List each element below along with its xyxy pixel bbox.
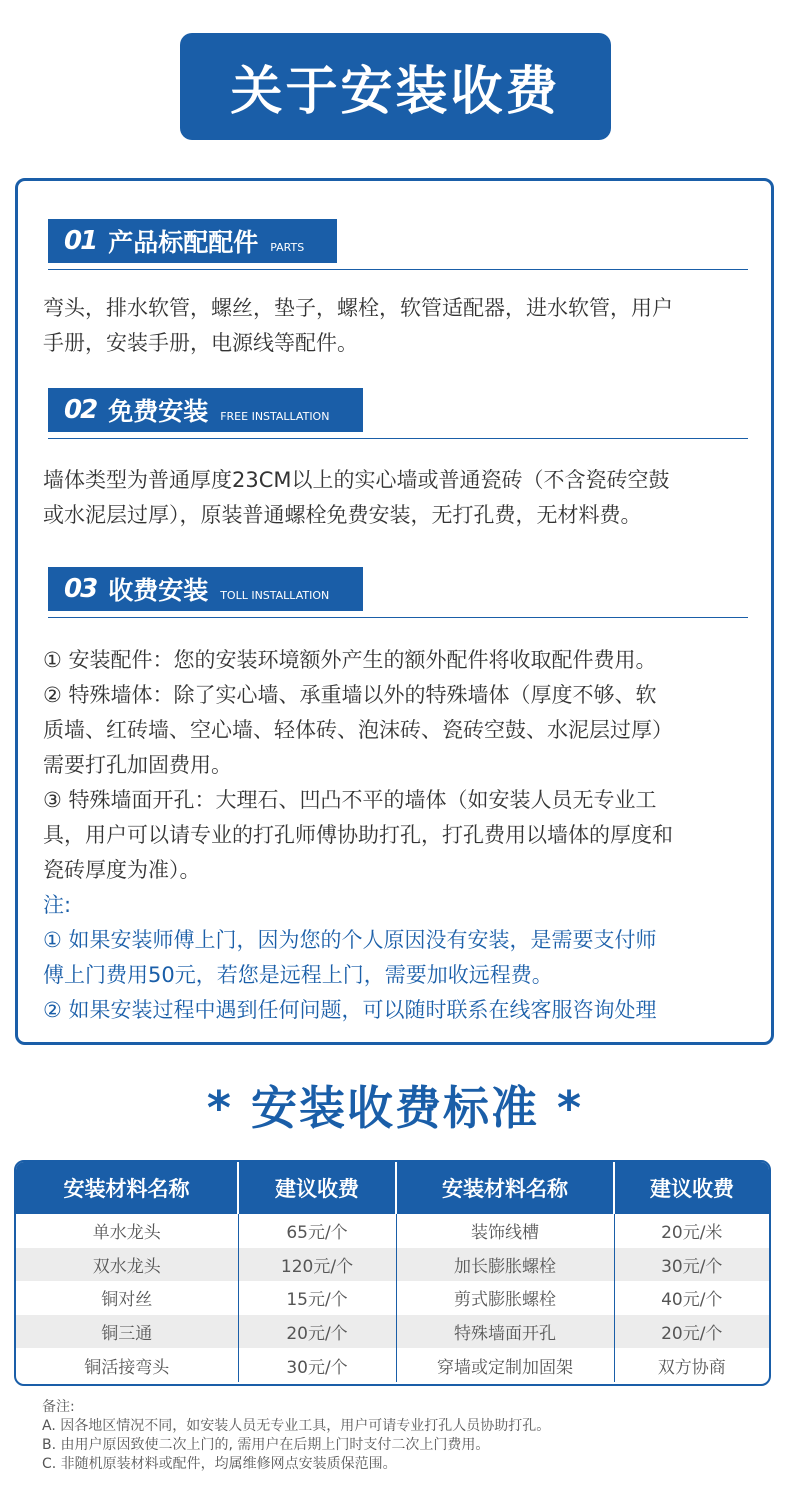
table-cell: 65元/个 (238, 1214, 396, 1248)
note-line: 注: (43, 893, 72, 917)
section-body-parts (43, 291, 755, 361)
section-title: 收费安装 (108, 576, 209, 605)
table-cell: 30元/个 (238, 1348, 396, 1382)
table-cell: 单水龙头 (16, 1214, 238, 1248)
note-line: ② 如果安装过程中遇到任何问题，可以随时联系在线客服咨询处理 (43, 998, 657, 1022)
table-cell: 20元/个 (238, 1315, 396, 1349)
table-row (16, 1348, 769, 1382)
table-cell: 剪式膨胀螺栓 (396, 1281, 614, 1315)
text-line: 弯头，排水软管，螺丝，垫子，螺栓，软管适配器，进水软管，用户 (43, 296, 673, 320)
text-line: ② 特殊墙体：除了实心墙、承重墙以外的特殊墙体（厚度不够、软 (43, 683, 657, 707)
remark-line: 备注: (42, 1399, 75, 1415)
text-line: 或水泥层过厚），原装普通螺栓免费安装，无打孔费，无材料费。 (43, 503, 642, 527)
install-info-panel (15, 178, 774, 1045)
table-row (16, 1248, 769, 1282)
table-cell: 120元/个 (238, 1248, 396, 1282)
text-line: 具，用户可以请专业的打孔师傅协助打孔，打孔费用以墙体的厚度和 (43, 823, 673, 847)
section-header-toll-installation (48, 567, 363, 611)
table-row (16, 1281, 769, 1315)
table-cell: 双水龙头 (16, 1248, 238, 1282)
column-header: 安装材料名称 (16, 1162, 238, 1214)
table-cell: 15元/个 (238, 1281, 396, 1315)
page-title: 关于安装收费 (230, 62, 561, 122)
text-line: 需要打孔加固费用。 (43, 753, 232, 777)
column-header: 安装材料名称 (396, 1162, 614, 1214)
section-title: 产品标配配件 (108, 228, 259, 257)
section-number: 03 (64, 574, 97, 604)
note-line: 傅上门费用50元，若您是远程上门，需要加收远程费。 (43, 963, 553, 987)
table-cell: 铜对丝 (16, 1281, 238, 1315)
section-body-toll-installation (43, 643, 755, 1028)
section-header-free-installation (48, 388, 363, 432)
table-cell: 特殊墙面开孔 (396, 1315, 614, 1349)
table-row (16, 1315, 769, 1349)
section-subtitle: FREE INSTALLATION (220, 409, 330, 423)
column-header: 建议收费 (614, 1162, 769, 1214)
section-title: 免费安装 (108, 397, 209, 426)
section-number: 02 (64, 395, 97, 425)
fee-standard-table (14, 1160, 771, 1386)
remarks (42, 1398, 762, 1474)
text-line: ③ 特殊墙面开孔：大理石、凹凸不平的墙体（如安装人员无专业工 (43, 788, 657, 812)
table-row (16, 1214, 769, 1248)
section-subtitle: TOLL INSTALLATION (220, 588, 330, 602)
section-divider (48, 269, 748, 270)
section-number: 01 (64, 226, 97, 256)
section-divider (48, 438, 748, 439)
table-cell: 装饰线槽 (396, 1214, 614, 1248)
remark-line: B. 由用户原因致使二次上门的, 需用户在后期上门时支付二次上门费用。 (42, 1437, 490, 1453)
text-line: 瓷砖厚度为准）。 (43, 858, 201, 882)
table-header-row (16, 1162, 769, 1214)
text-line: 手册，安装手册，电源线等配件。 (43, 331, 358, 355)
text-line: 墙体类型为普通厚度23CM以上的实心墙或普通瓷砖（不含瓷砖空鼓 (43, 468, 670, 492)
table-cell: 20元/个 (614, 1315, 769, 1349)
text-line: ① 安装配件：您的安装环境额外产生的额外配件将收取配件费用。 (43, 648, 657, 672)
section-divider (48, 617, 748, 618)
table-cell: 40元/个 (661, 1290, 723, 1311)
section-subtitle: PARTS (270, 240, 305, 254)
column-header: 建议收费 (238, 1162, 396, 1214)
remark-line: C. 非随机原装材料或配件，均属维修网点安装质保范围。 (42, 1456, 397, 1472)
table-cell: 铜活接弯头 (16, 1348, 238, 1382)
note-line: ① 如果安装师傅上门，因为您的个人原因没有安装，是需要支付师 (43, 928, 657, 952)
table-cell: 加长膨胀螺栓 (396, 1248, 614, 1282)
table-cell: 20元/米 (661, 1223, 723, 1244)
remark-line: A. 因各地区情况不同，如安装人员无专业工具，用户可请专业打孔人员协助打孔。 (42, 1418, 551, 1434)
text-line: 质墙、红砖墙、空心墙、轻体砖、泡沫砖、瓷砖空鼓、水泥层过厚） (43, 718, 673, 742)
table-cell: 铜三通 (16, 1315, 238, 1349)
section-body-free-installation (43, 463, 755, 533)
page-title-banner (180, 33, 611, 140)
section-header-parts (48, 219, 337, 263)
fee-standard-title: * 安装收费标准 * (206, 1081, 584, 1135)
table-cell: 30元/个 (614, 1248, 769, 1282)
table-cell: 穿墙或定制加固架 (396, 1348, 614, 1382)
table-cell: 双方协商 (657, 1357, 726, 1378)
